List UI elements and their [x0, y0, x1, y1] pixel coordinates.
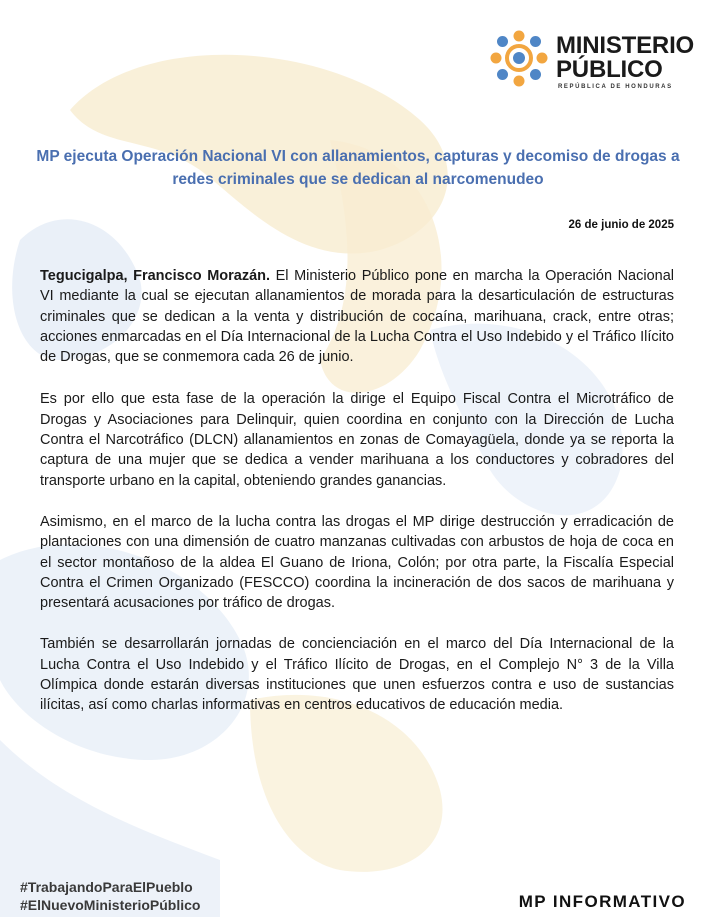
hashtag-trabajando: #TrabajandoParaElPueblo [20, 879, 193, 895]
paragraph-2: Es por ello que esta fase de la operación la dirige el Equipo Fiscal Contra el Microtráfico de Drogas y Asociaciones para Delinquir, quien coordina en conjunto con la Dirección de Lucha Contra el Narcotráfico (DLCN) allanamientos en zonas de Comayagüela, donde ya se reporta la captura de una mujer que se dedica a vender marihuana a los conductores y cobradores del transporte urbano en la capital, obteniendo grandes ganancias. [40, 391, 674, 489]
logo-title-line1: MINISTERIO [556, 32, 695, 59]
headline: MP ejecuta Operación Nacional VI con allanamientos, capturas y decomiso de drogas a redes criminales que se dedican al narcomenudeo [36, 148, 680, 188]
paragraph-1 [40, 266, 674, 367]
paragraph-1-text: El Ministerio Público pone en marcha la Operación Nacional VI mediante la cual se ejecutan allanamientos de morada para la desarticulación de estructuras criminales que se dedican a la venta y distribución de cocaína, marihuana, crack, entre otras; acciones enmarcadas en el Día Internacional de la Lucha Contra el Uso Indebido y el Tráfico Ilícito de Drogas, que se conmemora cada 26 de junio. [40, 268, 675, 366]
paragraph-4: También se desarrollarán jornadas de concienciación en el marco del Día Internacional de la Lucha Contra el Uso Indebido y el Tráfico Ilícito de Drogas, en el Complejo N° 3 de la Villa Olímpica donde estarán diversas instituciones que unen esfuerzos contra e uso de sustancias ilícitas, así como charlas informativas en centros educativos de educación media. [40, 636, 674, 714]
ministerio-publico-logo [488, 26, 693, 96]
article-body [40, 266, 674, 736]
dateline: Tegucigalpa, Francisco Morazán. [40, 268, 271, 284]
logo-title-line2: PÚBLICO [556, 56, 663, 83]
publication-date: 26 de junio de 2025 [568, 219, 674, 231]
paragraph-3: Asimismo, en el marco de la lucha contra las drogas el MP dirige destrucción y erradicación de plantaciones con una dimensión de cuatro manzanas cultivadas con arbustos de hoja de coca en el sector montañoso de la aldea El Guano de Iriona, Colón; por otra parte, la Fiscalía Especial Contra el Crimen Organizado (FESCCO) coordina la incineración de dos sacos de marihuana y presentará acusaciones por tráfico de drogas. [40, 513, 674, 612]
logo-tagline: REPÚBLICA DE HONDURAS [558, 84, 673, 90]
mp-informativo-brand: MP INFORMATIVO [518, 892, 686, 911]
hashtags [20, 878, 200, 914]
logo-emblem-icon [488, 28, 550, 90]
hashtag-nuevo-ministerio: #ElNuevoMinisterioPúblico [20, 897, 201, 913]
